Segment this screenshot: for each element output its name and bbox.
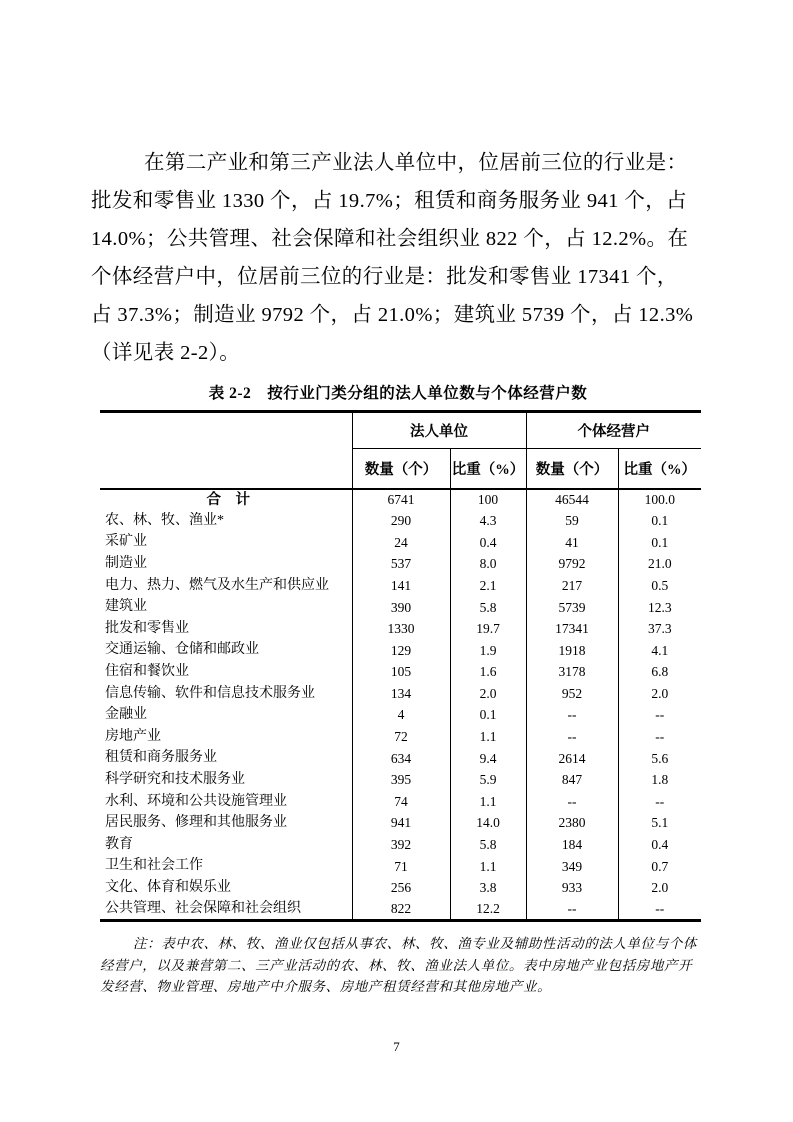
paragraph-line: 批发和零售业 1330 个，占 19.7%；租赁和商务服务业 941 个，占 <box>91 190 688 212</box>
row-value: 1.8 <box>618 769 701 791</box>
table-row <box>100 596 701 618</box>
row-label: 住宿和餐饮业 <box>105 664 189 680</box>
subheader-individual-count: 数量（个） <box>526 449 618 489</box>
note-line: 经营户，以及兼营第二、三产业活动的农、林、牧、渔业法人单位。表中房地产业包括房地产开 <box>100 957 693 973</box>
row-value: -- <box>618 726 701 748</box>
row-value: 59 <box>526 510 618 532</box>
table-row <box>100 834 701 856</box>
row-value: 14.0 <box>450 812 526 834</box>
row-label: 公共管理、社会保障和社会组织 <box>105 900 301 916</box>
row-value: 105 <box>352 661 450 683</box>
row-value: 0.1 <box>618 510 701 532</box>
row-value: 5739 <box>526 596 618 618</box>
row-value: 1330 <box>352 618 450 640</box>
row-value: 37.3 <box>618 618 701 640</box>
paragraph-line: 14.0%；公共管理、社会保障和社会组织业 822 个，占 12.2%。在 <box>91 228 689 250</box>
row-value: 0.7 <box>618 856 701 878</box>
row-value: 634 <box>352 748 450 770</box>
row-value: 17341 <box>526 618 618 640</box>
row-label: 科学研究和技术服务业 <box>105 772 245 788</box>
row-value: 390 <box>352 596 450 618</box>
table-row <box>100 640 701 662</box>
table-row <box>100 856 701 878</box>
row-value: 12.2 <box>450 899 526 921</box>
table-row <box>100 618 701 640</box>
row-value: 0.4 <box>450 532 526 554</box>
row-value: 19.7 <box>450 618 526 640</box>
table-row <box>100 532 701 554</box>
row-value: 5.1 <box>618 812 701 834</box>
row-label: 卫生和社会工作 <box>105 858 203 874</box>
page-number: 7 <box>393 1039 400 1054</box>
row-value: -- <box>526 899 618 921</box>
row-label: 采矿业 <box>105 534 147 550</box>
row-value: 4.1 <box>618 640 701 662</box>
col-group-legal-entities: 法人单位 <box>352 412 526 449</box>
table-row <box>100 812 701 834</box>
row-label: 水利、环境和公共设施管理业 <box>105 793 287 809</box>
row-value: 0.4 <box>618 834 701 856</box>
row-value: 1918 <box>526 640 618 662</box>
row-value: 0.1 <box>450 704 526 726</box>
row-value: 537 <box>352 553 450 575</box>
table-row <box>100 769 701 791</box>
row-value: 5.8 <box>450 596 526 618</box>
corner-cell <box>100 412 352 489</box>
row-value: 74 <box>352 791 450 813</box>
row-value: 2.0 <box>618 683 701 705</box>
table-row <box>100 791 701 813</box>
row-value: 24 <box>352 532 450 554</box>
row-value: 822 <box>352 899 450 921</box>
row-value: 2380 <box>526 812 618 834</box>
row-value: 129 <box>352 640 450 662</box>
paragraph-line: 在第二产业和第三产业法人单位中，位居前三位的行业是： <box>144 152 688 174</box>
col-group-individual-businesses: 个体经营户 <box>526 412 701 449</box>
row-value: 100.0 <box>618 489 701 511</box>
row-label: 居民服务、修理和其他服务业 <box>105 815 287 831</box>
table-row <box>100 683 701 705</box>
row-value: 71 <box>352 856 450 878</box>
row-value: -- <box>526 704 618 726</box>
row-value: -- <box>618 899 701 921</box>
row-value: 6.8 <box>618 661 701 683</box>
row-label: 文化、体育和娱乐业 <box>105 879 231 895</box>
row-label: 批发和零售业 <box>105 620 189 636</box>
row-value: 12.3 <box>618 596 701 618</box>
table-title: 表 2-2 按行业门类分组的法人单位数与个体经营户数 <box>208 385 588 402</box>
row-value: 184 <box>526 834 618 856</box>
table-row <box>100 726 701 748</box>
note-line: 发经营、物业管理、房地产中介服务、房地产租赁经营和其他房地产业。 <box>100 979 552 994</box>
row-value: 41 <box>526 532 618 554</box>
row-label: 建筑业 <box>105 599 147 615</box>
row-value: 290 <box>352 510 450 532</box>
table-row <box>100 899 701 921</box>
row-value: 1.1 <box>450 791 526 813</box>
row-value: 349 <box>526 856 618 878</box>
paragraph-line: 个体经营户中，位居前三位的行业是：批发和零售业 17341 个， <box>91 266 678 288</box>
table-row <box>100 877 701 899</box>
row-value: 9792 <box>526 553 618 575</box>
row-value: 134 <box>352 683 450 705</box>
header-row-groups <box>100 412 701 449</box>
table-note <box>100 933 710 998</box>
row-value: 2.1 <box>450 575 526 597</box>
row-value: 933 <box>526 877 618 899</box>
subheader-individual-share: 比重（%） <box>618 449 701 489</box>
row-value: 1.6 <box>450 661 526 683</box>
row-value: 0.5 <box>618 575 701 597</box>
row-value: 256 <box>352 877 450 899</box>
row-value: 392 <box>352 834 450 856</box>
row-value: 8.0 <box>450 553 526 575</box>
table-header <box>100 412 701 489</box>
row-value: -- <box>618 704 701 726</box>
row-value: 1.1 <box>450 726 526 748</box>
row-value: 3178 <box>526 661 618 683</box>
row-value: 0.1 <box>618 532 701 554</box>
row-value: -- <box>526 791 618 813</box>
row-value: -- <box>618 791 701 813</box>
row-value: -- <box>526 726 618 748</box>
row-value: 1.9 <box>450 640 526 662</box>
note-line: 注：表中农、林、牧、渔业仅包括从事农、林、牧、渔专业及辅助性活动的法人单位与个体 <box>133 936 697 951</box>
table-row <box>100 575 701 597</box>
row-value: 5.6 <box>618 748 701 770</box>
row-value: 4 <box>352 704 450 726</box>
row-value: 5.8 <box>450 834 526 856</box>
row-value: 9.4 <box>450 748 526 770</box>
row-value: 5.9 <box>450 769 526 791</box>
table-row <box>100 489 701 511</box>
row-label: 合 计 <box>206 491 250 508</box>
row-label: 电力、热力、燃气及水生产和供应业 <box>105 577 329 593</box>
row-value: 6741 <box>352 489 450 511</box>
table-body <box>100 489 701 921</box>
row-label: 农、林、牧、渔业* <box>105 512 224 528</box>
row-value: 2614 <box>526 748 618 770</box>
row-label: 制造业 <box>105 556 147 572</box>
body-paragraph <box>91 144 715 372</box>
row-value: 1.1 <box>450 856 526 878</box>
row-label: 交通运输、仓储和邮政业 <box>105 642 259 658</box>
table-row <box>100 661 701 683</box>
row-value: 952 <box>526 683 618 705</box>
row-value: 847 <box>526 769 618 791</box>
row-value: 395 <box>352 769 450 791</box>
table-row <box>100 704 701 726</box>
table-row <box>100 553 701 575</box>
row-label: 租赁和商务服务业 <box>105 750 217 766</box>
row-value: 141 <box>352 575 450 597</box>
row-value: 21.0 <box>618 553 701 575</box>
row-label: 金融业 <box>105 707 147 723</box>
row-value: 2.0 <box>618 877 701 899</box>
row-value: 4.3 <box>450 510 526 532</box>
industry-table <box>100 410 701 922</box>
row-value: 217 <box>526 575 618 597</box>
paragraph-line: 占 37.3%；制造业 9792 个，占 21.0%；建筑业 5739 个，占 12.3% <box>91 304 694 326</box>
row-label: 信息传输、软件和信息技术服务业 <box>105 685 315 701</box>
row-label: 教育 <box>105 836 133 852</box>
paragraph-line: （详见表 2-2）。 <box>91 342 241 364</box>
row-value: 2.0 <box>450 683 526 705</box>
subheader-legal-share: 比重（%） <box>450 449 526 489</box>
row-value: 72 <box>352 726 450 748</box>
table-row <box>100 748 701 770</box>
row-value: 3.8 <box>450 877 526 899</box>
row-label: 房地产业 <box>105 728 161 744</box>
subheader-legal-count: 数量（个） <box>352 449 450 489</box>
row-value: 100 <box>450 489 526 511</box>
row-value: 941 <box>352 812 450 834</box>
table-row <box>100 510 701 532</box>
row-value: 46544 <box>526 489 618 511</box>
